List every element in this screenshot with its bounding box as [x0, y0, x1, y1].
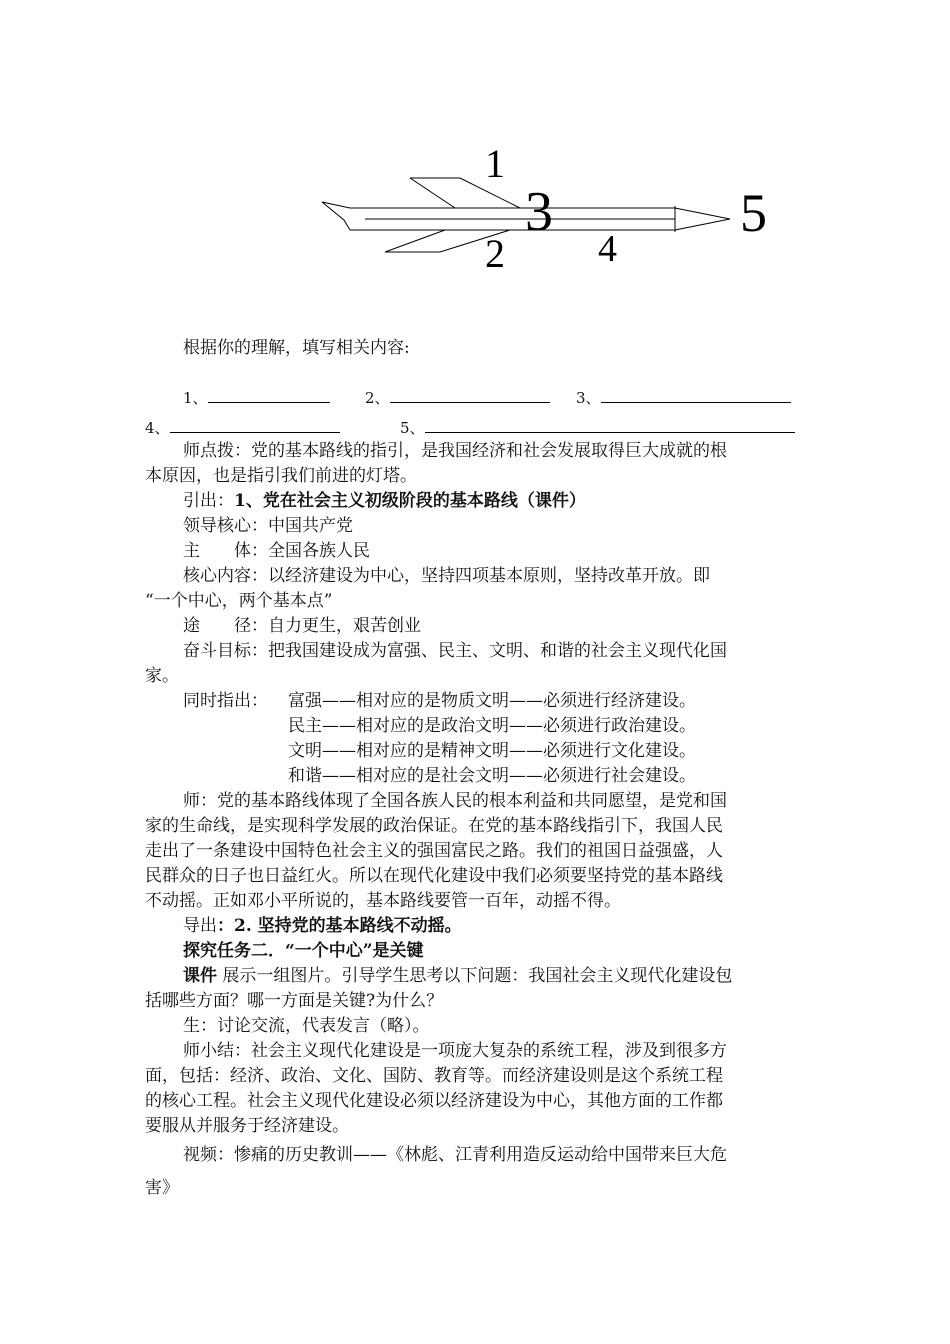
- point-1: 富强——相对应的是物质文明——必须进行经济建设。: [288, 691, 696, 711]
- arrow-head: [675, 208, 730, 230]
- student-line: 生：讨论交流，代表发言（略）。: [183, 1016, 430, 1036]
- task2-heading: 探究任务二．“一个中心”是关键: [183, 941, 424, 961]
- point-4: 和谐——相对应的是社会文明——必须进行社会建设。: [288, 766, 696, 786]
- goal-line-1: 奋斗目标：把我国建设成为富强、民主、文明、和谐的社会主义现代化国: [183, 641, 727, 661]
- blank-row-4: [145, 416, 340, 438]
- blank-1[interactable]: [208, 386, 330, 403]
- point-2: 民主——相对应的是政治文明——必须进行政治建设。: [288, 716, 696, 736]
- blank-3[interactable]: [601, 386, 791, 403]
- teacher-line-3: 走出了一条建设中国特色社会主义的强国富民之路。我们的祖国日益强盛，人: [145, 841, 723, 861]
- core-line-2: “一个中心，两个基本点”: [145, 591, 333, 611]
- arrow-diagram: [310, 140, 780, 280]
- blank-label-5: 5、: [400, 419, 425, 437]
- teacher-line-2: 家的生命线，是实现科学发展的政治保证。在党的基本路线指引下，我国人民: [145, 816, 723, 836]
- path-line: 途 径：自力更生，艰苦创业: [183, 616, 421, 636]
- arrow-tail-left: [322, 202, 350, 230]
- goal-line-2: 家。: [145, 666, 179, 686]
- diagram-label-5: 5: [740, 183, 767, 243]
- hint-line-2: 本原因，也是指引我们前进的灯塔。: [145, 466, 417, 486]
- lead-label: 导出: [183, 916, 217, 936]
- diagram-label-3: 3: [525, 181, 553, 243]
- lead-line: [145, 914, 843, 939]
- lead-text: ：2. 坚持党的基本路线不动摇。: [217, 916, 462, 936]
- teacher-line-5: 不动摇。正如邓小平所说的，基本路线要管一百年，动摇不得。: [145, 891, 621, 911]
- blank-4[interactable]: [170, 416, 340, 433]
- leader-line: 领导核心：中国共产党: [183, 516, 353, 536]
- courseware-line-2: 括哪些方面？哪一方面是关键?为什么？: [145, 991, 444, 1011]
- blank-row-5: [400, 416, 795, 438]
- courseware-line-1: [145, 964, 843, 989]
- point-label: 同时指出：: [183, 691, 268, 711]
- hint-line-1: 师点拨：党的基本路线的指引，是我国经济和社会发展取得巨大成就的根: [183, 441, 727, 461]
- summary-line-4: 要服从并服务于经济建设。: [145, 1116, 349, 1136]
- summary-line-2: 面，包括：经济、政治、文化、国防、教育等。而经济建设则是这个系统工程: [145, 1066, 723, 1086]
- blank-2[interactable]: [390, 386, 550, 403]
- diagram-label-4: 4: [598, 228, 617, 270]
- intro-label: 引出：: [183, 491, 234, 511]
- intro-line: [145, 489, 843, 514]
- courseware-text: 展示一组图片。引导学生思考以下问题：我国社会主义现代化建设包: [217, 966, 733, 986]
- diagram-label-2: 2: [485, 231, 505, 276]
- point-3: 文明——相对应的是精神文明——必须进行文化建设。: [288, 741, 696, 761]
- diagram-label-1: 1: [485, 141, 505, 186]
- blank-5[interactable]: [425, 416, 795, 433]
- core-line-1: 核心内容：以经济建设为中心，坚持四项基本原则，坚持改革开放。即: [183, 566, 710, 586]
- subject-line: 主 体：全国各族人民: [183, 541, 370, 561]
- intro-text: 1、党在社会主义初级阶段的基本路线（课件）: [234, 491, 586, 511]
- blank-row-1: [183, 386, 330, 408]
- teacher-line-4: 民群众的日子也日益红火。所以在现代化建设中我们必须要坚持党的基本路线: [145, 866, 723, 886]
- summary-line-1: 师小结：社会主义现代化建设是一项庞大复杂的系统工程，涉及到很多方: [183, 1041, 727, 1061]
- video-line-2: 害》: [145, 1178, 179, 1198]
- blank-row-3: [576, 386, 791, 408]
- blank-label-2: 2、: [365, 389, 390, 407]
- fill-prompt: 根据你的理解，填写相关内容:: [183, 338, 410, 358]
- blank-label-3: 3、: [576, 389, 601, 407]
- summary-line-3: 的核心工程。社会主义现代化建设必须以经济建设为中心，其他方面的工作都: [145, 1091, 723, 1111]
- courseware-label: 课件: [183, 966, 217, 986]
- blank-label-4: 4、: [145, 419, 170, 437]
- teacher-line-1: 师：党的基本路线体现了全国各族人民的根本利益和共同愿望，是党和国: [183, 791, 727, 811]
- blank-label-1: 1、: [183, 389, 208, 407]
- blank-row-2: [365, 386, 550, 408]
- video-line-1: 视频：惨痛的历史教训——《林彪、江青利用造反运动给中国带来巨大危: [183, 1145, 727, 1165]
